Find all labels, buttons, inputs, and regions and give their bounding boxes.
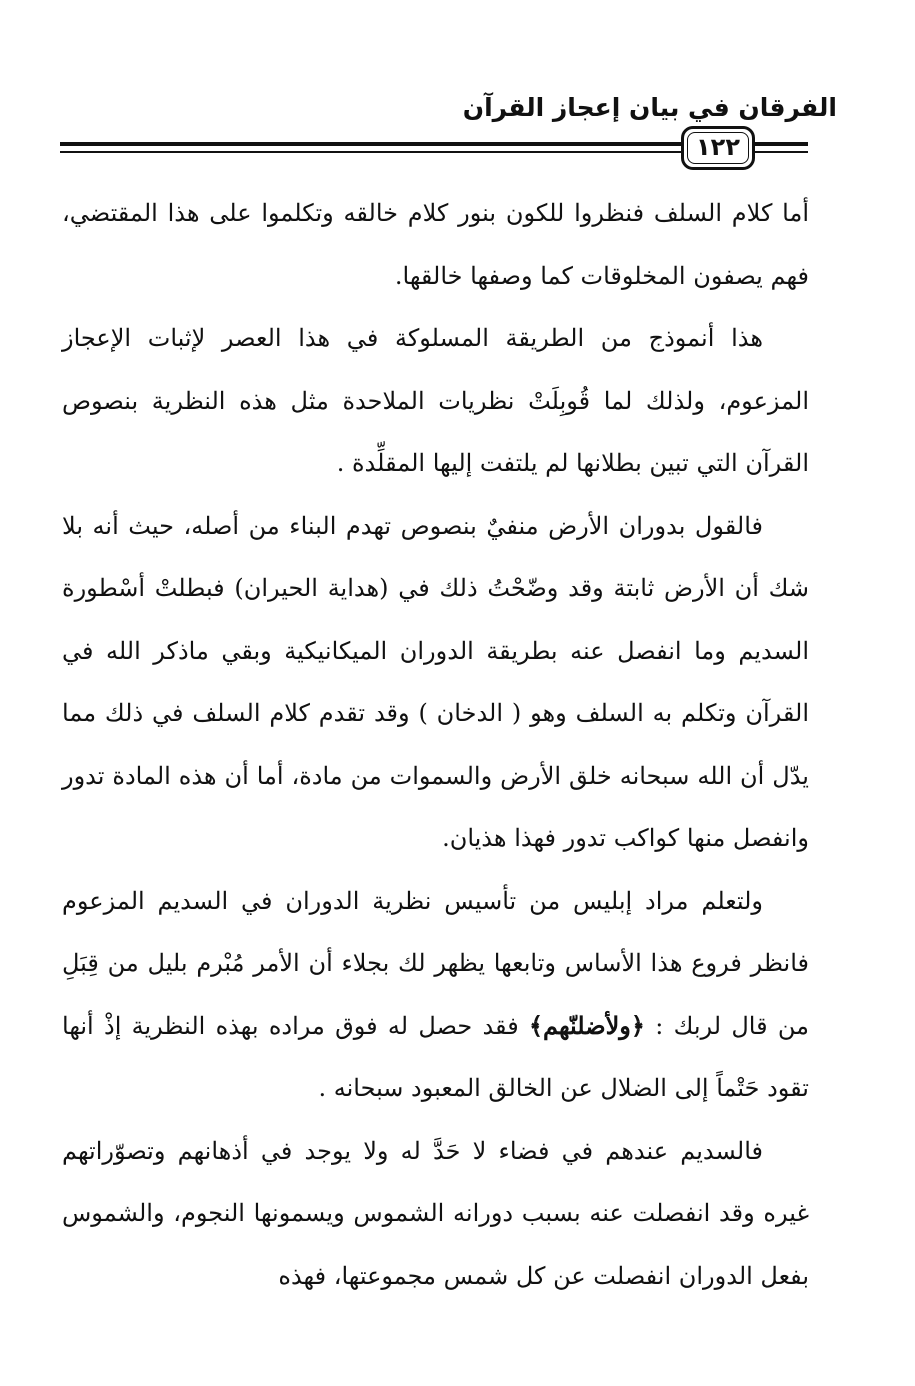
paragraph: هذا أنموذج من الطريقة المسلوكة في هذا العصر لإثبات الإعجاز المزعوم، ولذلك لما قُوبِلَتْ نظريات الملاحدة مثل هذه النظرية بنصوص القرآن التي تبين بطلانها لم يلتفت إليها المقلِّدة .	[62, 324, 809, 477]
body-text	[62, 182, 809, 1307]
paragraph: أما كلام السلف فنظروا للكون بنور كلام خالقه وتكلموا على هذا المقتضي، فهم يصفون المخلوقات كما وصفها خالقها.	[62, 199, 809, 290]
running-title: الفرقان في بيان إعجاز القرآن	[462, 93, 837, 122]
quran-quote: ﴿ولأضلنّهم﴾	[528, 1010, 645, 1040]
page-number: ١٢٢	[681, 126, 755, 170]
paragraph-text: فقد حصل له فوق مراده بهذه النظرية إذْ أنها تقود حَتْماً إلى الضلال عن الخالق المعبود سبحانه .	[62, 1011, 809, 1102]
paragraph: فالقول بدوران الأرض منفيٌ بنصوص تهدم البناء من أصله، حيث أنه بلا شك أن الأرض ثابتة وقد وضّحْتُ ذلك في (هداية الحيران) فبطلتْ أسْطورة السديم وما انفصل عنه بطريقة الدوران الميكانيكية وبقي ماذكر الله في القرآن وتكلم به السلف وهو ( الدخان ) وقد تقدم كلام السلف في ذلك مما يدّل أن الله سبحانه خلق الأرض والسموات من مادة، أما أن هذه المادة تدور وانفصل منها كواكب تدور فهذا هذيان.	[62, 511, 809, 852]
paragraph-text: ولتعلم مراد إبليس من تأسيس نظرية الدوران في السديم المزعوم فانظر فروع هذا الأساس وتابعها يظهر لك بجلاء أن الأمر مُبْرم بليل من قِبَلِ من قال لربك :	[62, 886, 809, 1040]
paragraph	[62, 870, 809, 1120]
paragraph: فالسديم عندهم في فضاء لا حَدَّ له ولا يوجد في أذهانهم وتصوّراتهم غيره وقد انفصلت عنه بسبب دورانه الشموس ويسمونها النجوم، والشموس بفعل الدوران انفصلت عن كل شمس مجموعتها، فهذه	[62, 1136, 809, 1290]
